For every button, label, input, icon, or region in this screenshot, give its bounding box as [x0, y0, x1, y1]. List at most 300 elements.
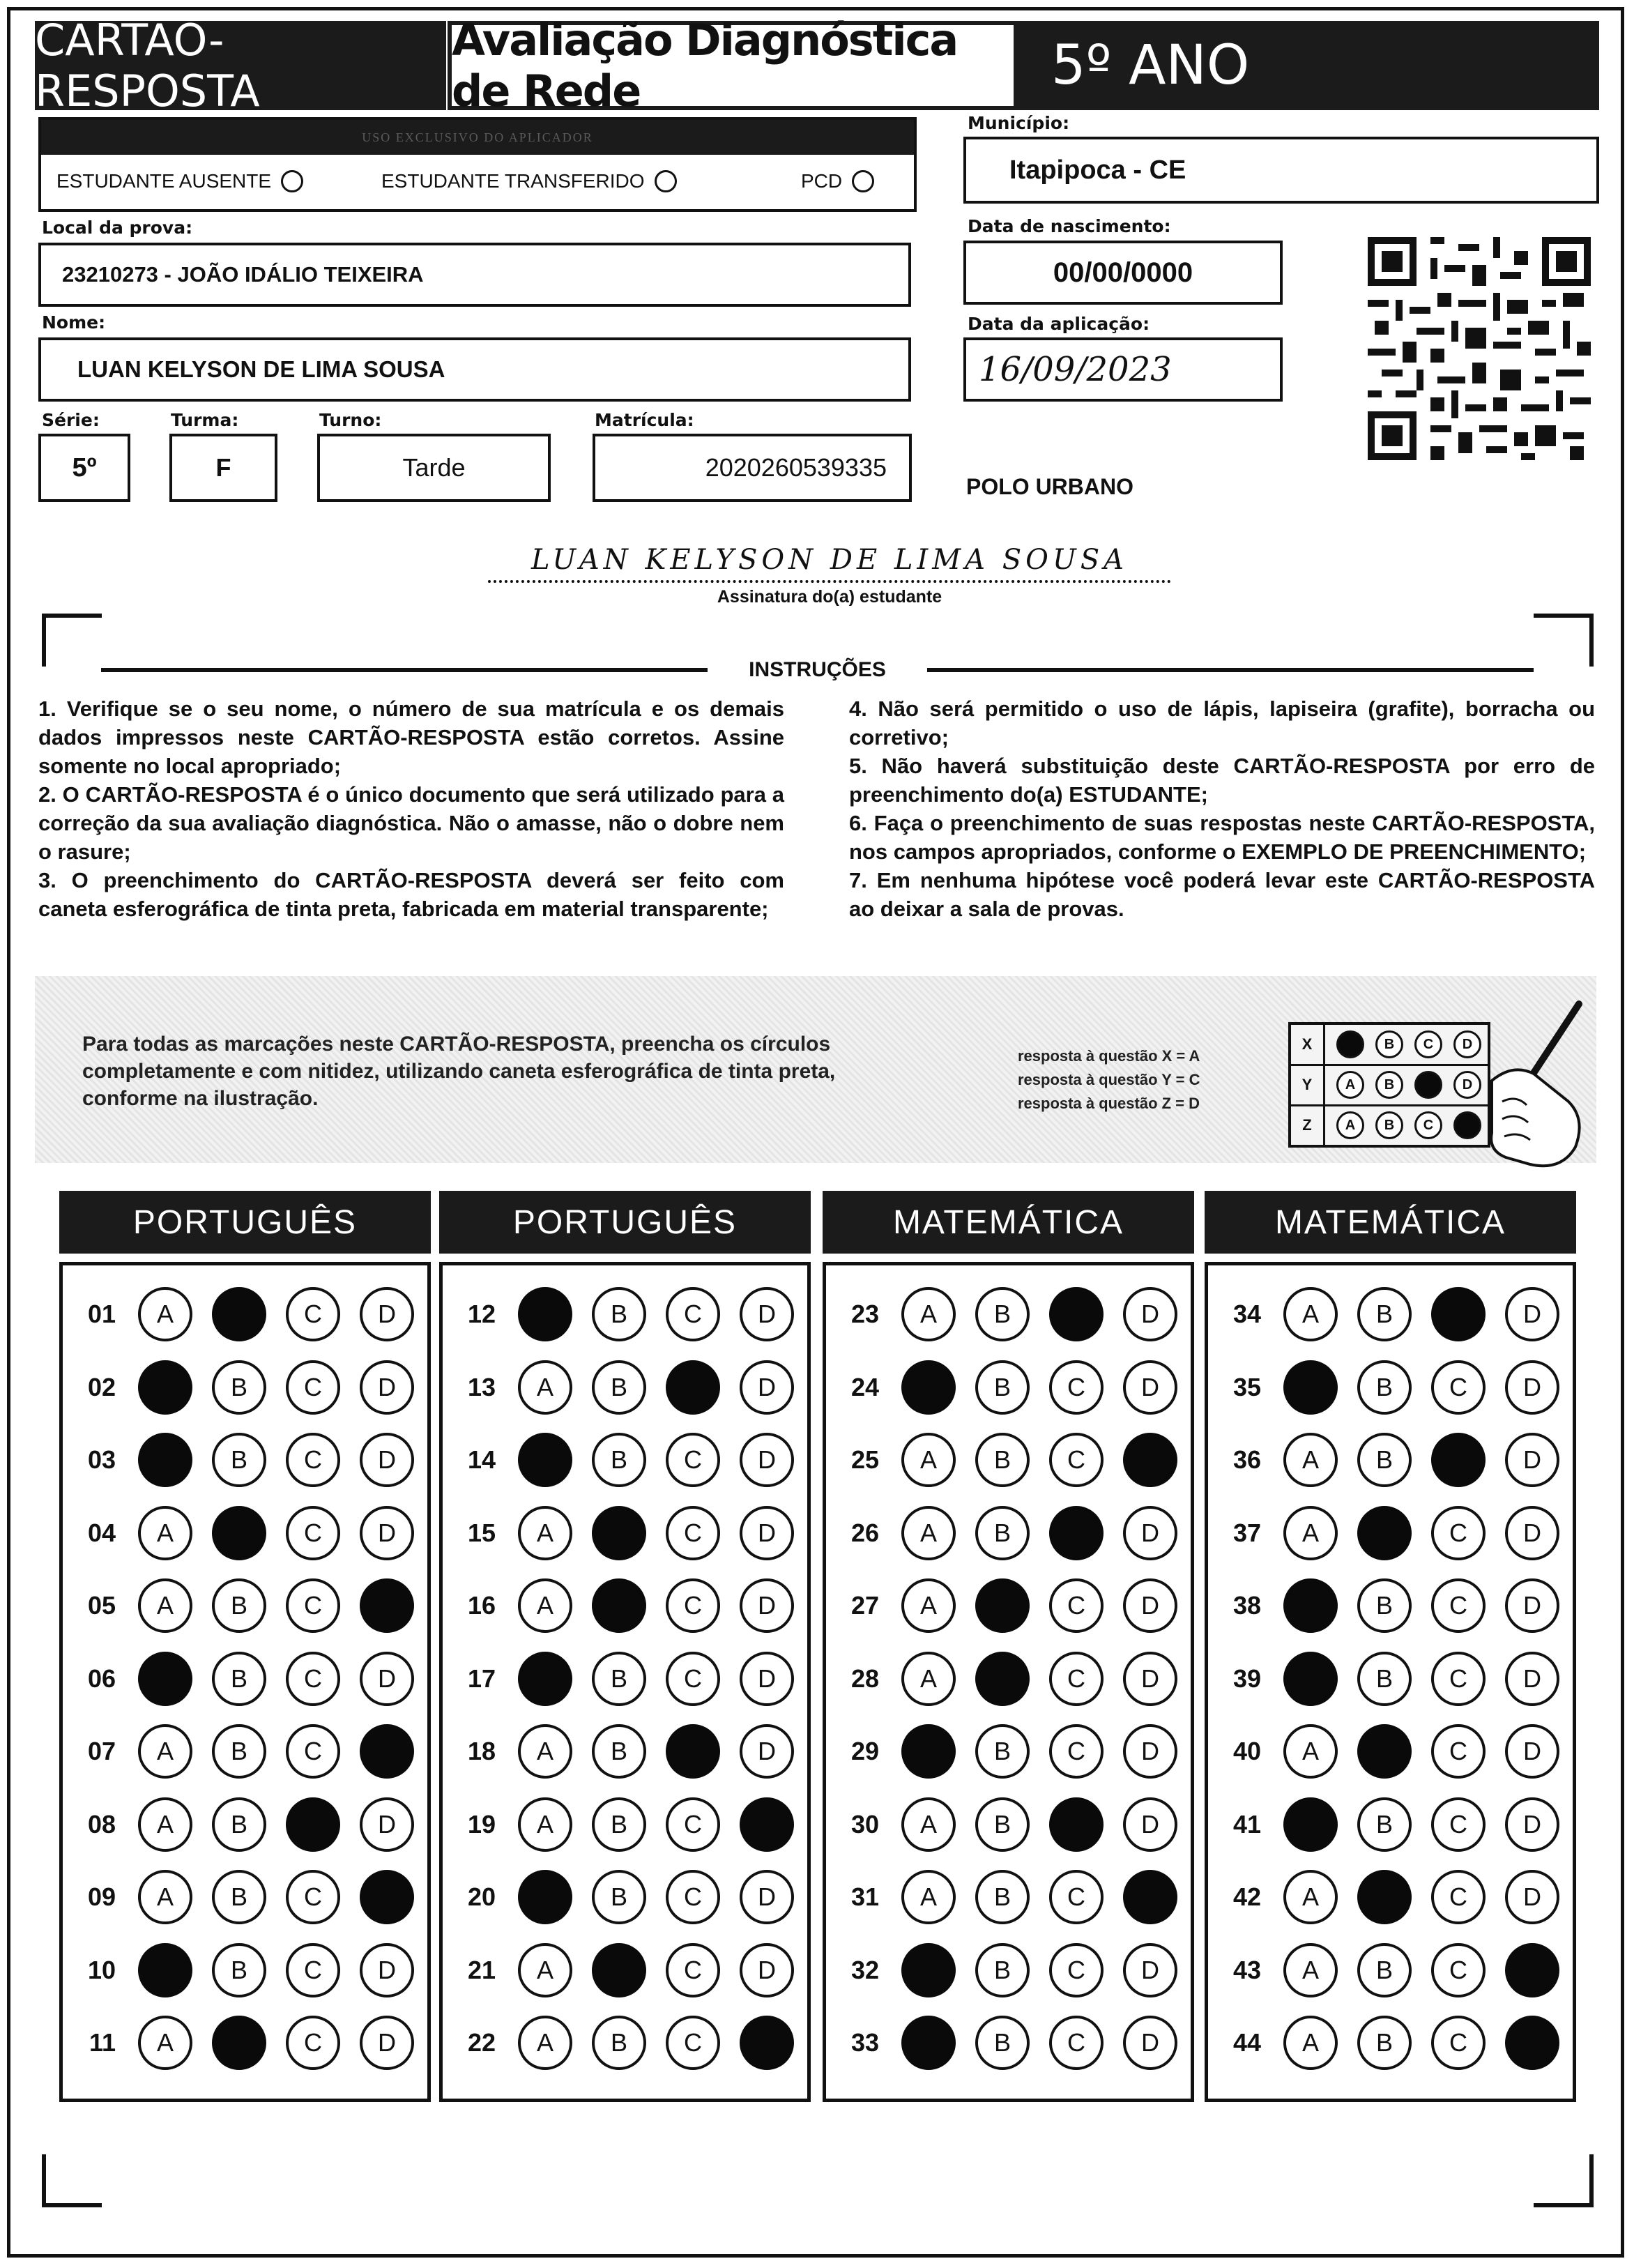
corner-mark-bottom-left [42, 2154, 102, 2207]
question-row [63, 1942, 427, 1998]
answer-bubble-a[interactable]: A [138, 1724, 192, 1779]
answer-bubble-a[interactable] [1283, 1797, 1338, 1852]
grade-label: 5º ANO [1018, 21, 1599, 110]
absent-label: ESTUDANTE AUSENTE [56, 170, 272, 192]
answer-bubble-c[interactable]: C [1049, 1433, 1104, 1487]
example-row [1291, 1025, 1488, 1066]
example-question-label: Z [1291, 1106, 1325, 1145]
question-number: 18 [467, 1737, 496, 1765]
absent-checkbox[interactable] [281, 170, 303, 192]
answer-bubble-c[interactable]: C [286, 1724, 340, 1779]
question-number: 08 [87, 1809, 116, 1839]
answer-bubble-c[interactable] [1049, 1287, 1104, 1341]
answer-bubble-b[interactable]: B [592, 1870, 646, 1924]
answer-bubble-d[interactable]: D [360, 2016, 414, 2070]
student-signature: LUAN KELYSON DE LIMA SOUSA [531, 544, 1128, 576]
municipio-label: Município: [968, 113, 1070, 133]
answer-bubble-b[interactable]: B [1357, 1578, 1412, 1633]
name-field: LUAN KELYSON DE LIMA SOUSA [38, 337, 911, 402]
answer-bubble-c[interactable] [1431, 1433, 1486, 1487]
applicator-box [38, 117, 917, 212]
answer-bubble-b[interactable]: B [592, 1360, 646, 1415]
answer-bubble-b[interactable]: B [975, 1797, 1030, 1852]
answer-bubble-c[interactable]: C [666, 1578, 720, 1633]
answer-bubble-b[interactable]: B [592, 1797, 646, 1852]
answer-bubble-d[interactable]: D [1505, 1652, 1559, 1706]
answer-bubble-b[interactable]: B [212, 1578, 266, 1633]
question-row [826, 2015, 1191, 2071]
question-number: 42 [1232, 1882, 1261, 1911]
question-row [443, 1505, 807, 1561]
answer-bubble-d[interactable]: D [740, 1287, 794, 1341]
question-row [1208, 1360, 1573, 1415]
pcd-label: PCD [801, 170, 843, 192]
question-row [63, 1505, 427, 1561]
answer-bubble-c[interactable]: C [666, 2016, 720, 2070]
question-row [443, 1869, 807, 1925]
answer-bubble-d[interactable]: D [360, 1652, 414, 1706]
question-number: 02 [87, 1372, 116, 1401]
municipio-field: Itapipoca - CE [963, 137, 1599, 204]
question-row [63, 1432, 427, 1488]
answer-bubble-b[interactable]: B [975, 1724, 1030, 1779]
answer-bubble-a[interactable]: A [518, 1578, 572, 1633]
answer-bubble-c[interactable]: C [1049, 1578, 1104, 1633]
answer-bubble-a[interactable] [518, 1652, 572, 1706]
question-number: 36 [1232, 1445, 1261, 1474]
example-bubble: A [1336, 1111, 1364, 1139]
aplicacao-label: Data da aplicação: [968, 314, 1150, 334]
answer-bubble-a[interactable]: A [518, 1724, 572, 1779]
answer-bubble-a[interactable]: A [138, 1287, 192, 1341]
question-row [63, 1869, 427, 1925]
answer-bubble-c[interactable]: C [1049, 1724, 1104, 1779]
question-number: 23 [850, 1300, 879, 1328]
answer-bubble-d[interactable]: D [1505, 1433, 1559, 1487]
pcd-checkbox[interactable] [852, 170, 874, 192]
answer-bubble-a[interactable]: A [138, 1870, 192, 1924]
answer-bubble-a[interactable] [518, 1870, 572, 1924]
instructions-rule-left [101, 668, 708, 672]
answer-bubble-a[interactable] [138, 1652, 192, 1706]
answer-bubble-d[interactable] [1505, 2016, 1559, 2070]
answer-bubble-d[interactable]: D [1505, 1870, 1559, 1924]
question-number: 07 [87, 1737, 116, 1765]
answer-bubble-a[interactable]: A [901, 1652, 956, 1706]
answer-bubble-a[interactable] [901, 1360, 956, 1415]
answer-bubble-b[interactable]: B [1357, 1652, 1412, 1706]
example-legend-item: resposta à questão Z = D [1018, 1095, 1200, 1112]
answer-bubble-d[interactable]: D [1123, 1797, 1177, 1852]
answer-bubble-c[interactable]: C [666, 1433, 720, 1487]
answer-bubble-d[interactable]: D [1505, 1578, 1559, 1633]
serie-label: Série: [42, 410, 100, 430]
question-number: 17 [467, 1664, 496, 1693]
answer-bubble-d[interactable]: D [1505, 1287, 1559, 1341]
question-row [826, 1797, 1191, 1852]
answer-bubble-d[interactable]: D [740, 1360, 794, 1415]
answer-bubble-b[interactable]: B [592, 1287, 646, 1341]
answer-bubble-c[interactable]: C [286, 1943, 340, 1997]
answer-bubble-a[interactable] [901, 1724, 956, 1779]
answer-bubble-d[interactable] [1123, 1433, 1177, 1487]
answer-bubble-c[interactable]: C [286, 1870, 340, 1924]
question-number: 41 [1232, 1809, 1261, 1839]
question-number: 10 [87, 1955, 116, 1984]
signature-line [488, 580, 1171, 583]
nascimento-label: Data de nascimento: [968, 216, 1171, 236]
instructions-title: INSTRUÇÕES [749, 658, 886, 681]
pcd-option[interactable] [801, 170, 874, 192]
answer-panel [1205, 1262, 1576, 2102]
question-number: 34 [1232, 1300, 1261, 1328]
answer-bubble-a[interactable]: A [901, 1797, 956, 1852]
answer-bubble-b[interactable]: B [1357, 1943, 1412, 1997]
answer-bubble-d[interactable]: D [360, 1287, 414, 1341]
question-row [826, 1286, 1191, 1342]
answer-bubble-d[interactable]: D [1123, 1360, 1177, 1415]
question-row [63, 1797, 427, 1852]
answer-bubble-b[interactable]: B [975, 1287, 1030, 1341]
aplicacao-field: 16/09/2023 [963, 337, 1283, 402]
answer-bubble-a[interactable]: A [138, 2016, 192, 2070]
instruction-item: 2. O CARTÃO-RESPOSTA é o único documento que será utilizado para a correção da sua avaliação diagnóstica. Não o amasse, não o dobre nem o rasure; [38, 782, 784, 864]
answer-bubble-b[interactable] [212, 2016, 266, 2070]
question-number: 11 [89, 2028, 116, 2057]
answer-bubble-d[interactable]: D [1123, 2016, 1177, 2070]
answer-bubble-a[interactable] [138, 1433, 192, 1487]
answer-bubble-d[interactable]: D [1123, 1652, 1177, 1706]
answer-bubble-a[interactable]: A [901, 1870, 956, 1924]
answer-bubble-c[interactable]: C [1431, 2016, 1486, 2070]
answer-bubble-d[interactable]: D [740, 1870, 794, 1924]
answer-bubble-b[interactable]: B [212, 1360, 266, 1415]
answer-bubble-d[interactable]: D [1505, 1724, 1559, 1779]
answer-bubble-d[interactable]: D [740, 1506, 794, 1560]
answer-bubble-b[interactable] [212, 1287, 266, 1341]
answer-bubble-b[interactable] [592, 1578, 646, 1633]
question-number: 14 [467, 1445, 496, 1474]
transferred-label: ESTUDANTE TRANSFERIDO [381, 170, 645, 192]
answer-bubble-c[interactable]: C [286, 1433, 340, 1487]
corner-mark-bottom-right [1534, 2154, 1594, 2207]
answer-bubble-b[interactable]: B [975, 1360, 1030, 1415]
answer-bubble-c[interactable]: C [286, 1360, 340, 1415]
example-bubble: B [1375, 1111, 1403, 1139]
answer-bubble-a[interactable]: A [138, 1797, 192, 1852]
answer-bubble-d[interactable]: D [360, 1797, 414, 1852]
example-bubble [1336, 1030, 1364, 1058]
answer-bubble-a[interactable]: A [1283, 1287, 1338, 1341]
exam-title: Avaliação Diagnóstica de Rede [448, 21, 1018, 110]
answer-panel [823, 1262, 1194, 2102]
question-number: 39 [1232, 1664, 1261, 1693]
answer-bubble-d[interactable]: D [1123, 1943, 1177, 1997]
instruction-item: 4. Não será permitido o uso de lápis, lapiseira (grafite), borracha ou corretivo; [849, 697, 1595, 749]
instruction-item: 1. Verifique se o seu nome, o número de sua matrícula e os demais dados impressos neste CARTÃO-RESPOSTA estão corretos. Assine somente no local apropriado; [38, 697, 784, 778]
answer-bubble-b[interactable]: B [212, 1870, 266, 1924]
question-row [826, 1942, 1191, 1998]
question-number: 13 [467, 1372, 496, 1401]
question-number: 44 [1232, 2028, 1261, 2057]
answer-bubble-b[interactable] [1357, 1870, 1412, 1924]
answer-bubble-a[interactable] [901, 1943, 956, 1997]
absent-option[interactable] [56, 170, 303, 192]
question-row [1208, 1651, 1573, 1707]
answer-bubble-a[interactable]: A [518, 2016, 572, 2070]
answer-bubble-c[interactable]: C [286, 1506, 340, 1560]
answer-bubble-d[interactable] [360, 1724, 414, 1779]
answer-bubble-b[interactable]: B [975, 1870, 1030, 1924]
answer-bubble-b[interactable]: B [1357, 1797, 1412, 1852]
answer-bubble-c[interactable]: C [1431, 1506, 1486, 1560]
answer-bubble-b[interactable] [212, 1506, 266, 1560]
instruction-item: 7. Em nenhuma hipótese você poderá levar este CARTÃO-RESPOSTA ao deixar a sala de provas. [849, 868, 1595, 921]
answer-bubble-c[interactable]: C [286, 1287, 340, 1341]
answer-bubble-a[interactable]: A [901, 1433, 956, 1487]
question-row [826, 1869, 1191, 1925]
answer-bubble-c[interactable]: C [1431, 1870, 1486, 1924]
answer-bubble-a[interactable]: A [138, 1506, 192, 1560]
answer-bubble-a[interactable]: A [901, 1578, 956, 1633]
answer-bubble-a[interactable]: A [1283, 1433, 1338, 1487]
answer-bubble-b[interactable]: B [212, 1652, 266, 1706]
answer-bubble-b[interactable]: B [975, 1506, 1030, 1560]
example-bubble: A [1336, 1071, 1364, 1099]
answer-bubble-c[interactable] [1049, 1797, 1104, 1852]
local-label: Local da prova: [42, 218, 193, 238]
question-number: 20 [467, 1882, 496, 1911]
answer-bubble-a[interactable] [901, 2016, 956, 2070]
subject-header: PORTUGUÊS [439, 1191, 811, 1254]
answer-bubble-a[interactable]: A [518, 1943, 572, 1997]
answer-bubble-a[interactable] [1283, 1360, 1338, 1415]
answer-bubble-a[interactable]: A [518, 1797, 572, 1852]
question-row [443, 1942, 807, 1998]
subject-header: PORTUGUÊS [59, 1191, 431, 1254]
answer-panel [439, 1262, 811, 2102]
question-number: 22 [467, 2028, 496, 2057]
question-number: 21 [467, 1955, 496, 1984]
answer-bubble-c[interactable]: C [666, 1870, 720, 1924]
question-row [1208, 1432, 1573, 1488]
question-row [1208, 1578, 1573, 1634]
answer-bubble-c[interactable]: C [1431, 1724, 1486, 1779]
answer-bubble-d[interactable]: D [1505, 1360, 1559, 1415]
answer-bubble-b[interactable]: B [975, 1433, 1030, 1487]
answer-bubble-c[interactable]: C [1431, 1652, 1486, 1706]
answer-bubble-d[interactable]: D [360, 1506, 414, 1560]
question-row [443, 1651, 807, 1707]
answer-bubble-d[interactable] [740, 1797, 794, 1852]
answer-bubble-d[interactable]: D [360, 1433, 414, 1487]
answer-bubble-a[interactable]: A [1283, 1506, 1338, 1560]
answer-bubble-a[interactable]: A [1283, 2016, 1338, 2070]
answer-bubble-c[interactable]: C [1049, 1870, 1104, 1924]
answer-bubble-a[interactable] [518, 1433, 572, 1487]
answer-bubble-c[interactable]: C [666, 1287, 720, 1341]
question-row [443, 2015, 807, 2071]
answer-bubble-b[interactable]: B [975, 1943, 1030, 1997]
serie-field: 5º [38, 434, 130, 502]
answer-bubble-c[interactable]: C [1049, 1943, 1104, 1997]
applicator-bar [41, 120, 914, 155]
instructions-right-column [849, 694, 1595, 923]
answer-bubble-a[interactable]: A [1283, 1870, 1338, 1924]
question-row [443, 1286, 807, 1342]
answer-bubble-c[interactable]: C [286, 1578, 340, 1633]
answer-bubble-a[interactable]: A [901, 1287, 956, 1341]
answer-bubble-b[interactable]: B [212, 1724, 266, 1779]
example-bubble: D [1453, 1030, 1481, 1058]
question-number: 04 [87, 1518, 116, 1547]
example-bubble: D [1453, 1071, 1481, 1099]
answer-bubble-c[interactable] [286, 1797, 340, 1852]
turma-label: Turma: [171, 410, 239, 430]
answer-bubble-d[interactable]: D [740, 1652, 794, 1706]
answer-bubble-d[interactable] [740, 2016, 794, 2070]
answer-bubble-a[interactable] [1283, 1578, 1338, 1633]
instruction-item: 6. Faça o preenchimento de suas respostas neste CARTÃO-RESPOSTA, nos campos apropriados, conforme o EXEMPLO DE PREENCHIMENTO; [849, 811, 1595, 864]
question-number: 09 [87, 1882, 116, 1911]
question-number: 32 [850, 1955, 879, 1984]
answer-bubble-b[interactable]: B [592, 1724, 646, 1779]
transferred-checkbox[interactable] [655, 170, 677, 192]
answer-bubble-c[interactable]: C [1049, 1360, 1104, 1415]
question-number: 33 [850, 2028, 879, 2057]
question-row [1208, 1942, 1573, 1998]
answer-bubble-d[interactable]: D [1123, 1287, 1177, 1341]
question-number: 05 [87, 1591, 116, 1620]
answer-bubble-b[interactable] [592, 1506, 646, 1560]
question-number: 03 [87, 1445, 116, 1474]
answer-bubble-d[interactable]: D [740, 1724, 794, 1779]
question-row [826, 1723, 1191, 1779]
answer-bubble-a[interactable] [518, 1287, 572, 1341]
answer-bubble-c[interactable]: C [1431, 1360, 1486, 1415]
answer-bubble-c[interactable]: C [1431, 1578, 1486, 1633]
answer-bubble-b[interactable]: B [212, 1797, 266, 1852]
question-number: 30 [850, 1809, 879, 1839]
answer-bubble-a[interactable]: A [138, 1578, 192, 1633]
answer-bubble-b[interactable] [1357, 1724, 1412, 1779]
transferred-option[interactable] [381, 170, 677, 192]
answer-bubble-b[interactable]: B [212, 1433, 266, 1487]
answer-bubble-c[interactable]: C [1049, 2016, 1104, 2070]
answer-bubble-b[interactable]: B [592, 1433, 646, 1487]
answer-bubble-d[interactable]: D [1505, 1506, 1559, 1560]
question-row [63, 1360, 427, 1415]
answer-bubble-a[interactable]: A [1283, 1943, 1338, 1997]
pen-hand-icon [1464, 997, 1596, 1178]
example-legend-item: resposta à questão X = A [1018, 1047, 1200, 1065]
local-field: 23210273 - JOÃO IDÁLIO TEIXEIRA [38, 243, 911, 307]
example-text: Para todas as marcações neste CARTÃO-RESPOSTA, preencha os círculos completamente e com nitidez, utilizando caneta esferográfica de tinta preta, conforme na ilustração. [82, 1033, 836, 1110]
example-legend [1018, 1044, 1283, 1116]
answer-bubble-d[interactable] [360, 1578, 414, 1633]
answer-bubble-a[interactable]: A [518, 1360, 572, 1415]
question-row [1208, 1505, 1573, 1561]
answer-bubble-b[interactable]: B [975, 2016, 1030, 2070]
question-row [826, 1432, 1191, 1488]
corner-mark-top-right [1534, 614, 1594, 667]
answer-bubble-c[interactable]: C [1049, 1652, 1104, 1706]
answer-bubble-d[interactable]: D [1123, 1578, 1177, 1633]
answer-bubble-c[interactable]: C [286, 1652, 340, 1706]
example-legend-item: resposta à questão Y = C [1018, 1071, 1200, 1088]
answer-bubble-d[interactable]: D [740, 1578, 794, 1633]
answer-bubble-b[interactable] [592, 1943, 646, 1997]
answer-bubble-d[interactable] [1505, 1943, 1559, 1997]
answer-bubble-a[interactable]: A [518, 1506, 572, 1560]
answer-bubble-b[interactable] [975, 1578, 1030, 1633]
answer-bubble-b[interactable]: B [1357, 1287, 1412, 1341]
question-row [443, 1797, 807, 1852]
answer-bubble-c[interactable]: C [286, 2016, 340, 2070]
answer-bubble-d[interactable]: D [360, 1360, 414, 1415]
answer-bubble-d[interactable]: D [1123, 1724, 1177, 1779]
answer-bubble-c[interactable]: C [666, 1652, 720, 1706]
question-number: 37 [1232, 1518, 1261, 1547]
answer-bubble-b[interactable]: B [1357, 1360, 1412, 1415]
example-question-label: Y [1291, 1065, 1325, 1104]
answer-bubble-b[interactable]: B [212, 1943, 266, 1997]
answer-bubble-b[interactable]: B [1357, 2016, 1412, 2070]
answer-bubble-a[interactable] [138, 1943, 192, 1997]
example-question-label: X [1291, 1025, 1325, 1064]
answer-bubble-c[interactable]: C [666, 1943, 720, 1997]
answer-bubble-a[interactable]: A [1283, 1724, 1338, 1779]
answer-bubble-d[interactable]: D [360, 1943, 414, 1997]
question-row [1208, 1797, 1573, 1852]
answer-bubble-d[interactable]: D [740, 1943, 794, 1997]
question-row [443, 1360, 807, 1415]
question-row [63, 2015, 427, 2071]
answer-bubble-d[interactable] [360, 1870, 414, 1924]
instruction-item: 3. O preenchimento do CARTÃO-RESPOSTA deverá ser feito com caneta esferográfica de tinta preta, fabricada em material transparente; [38, 868, 784, 921]
question-row [1208, 1286, 1573, 1342]
answer-bubble-c[interactable]: C [1431, 1943, 1486, 1997]
question-number: 12 [467, 1300, 496, 1328]
answer-bubble-d[interactable] [1123, 1870, 1177, 1924]
answer-bubble-b[interactable]: B [592, 1652, 646, 1706]
answer-bubble-c[interactable]: C [666, 1797, 720, 1852]
instructions-rule-right [927, 668, 1534, 672]
answer-bubble-a[interactable] [138, 1360, 192, 1415]
answer-bubble-b[interactable] [975, 1652, 1030, 1706]
answer-bubble-c[interactable] [666, 1360, 720, 1415]
answer-bubble-c[interactable]: C [1431, 1797, 1486, 1852]
answer-bubble-c[interactable]: C [666, 1506, 720, 1560]
signature-label: Assinatura do(a) estudante [717, 587, 942, 607]
question-row [63, 1578, 427, 1634]
question-number: 15 [467, 1518, 496, 1547]
answer-bubble-c[interactable] [1431, 1287, 1486, 1341]
answer-bubble-d[interactable]: D [740, 1433, 794, 1487]
answer-bubble-c[interactable] [666, 1724, 720, 1779]
answer-bubble-d[interactable]: D [1123, 1506, 1177, 1560]
answer-bubble-a[interactable]: A [901, 1506, 956, 1560]
answer-bubble-a[interactable] [1283, 1652, 1338, 1706]
answer-bubble-b[interactable] [1357, 1506, 1412, 1560]
answer-bubble-d[interactable]: D [1505, 1797, 1559, 1852]
answer-bubble-b[interactable]: B [1357, 1433, 1412, 1487]
card-title: CARTÃO-RESPOSTA [35, 21, 446, 110]
answer-bubble-b[interactable]: B [592, 2016, 646, 2070]
example-bubble: B [1375, 1030, 1403, 1058]
instructions-left-column [38, 694, 784, 923]
answer-bubble-c[interactable] [1049, 1506, 1104, 1560]
